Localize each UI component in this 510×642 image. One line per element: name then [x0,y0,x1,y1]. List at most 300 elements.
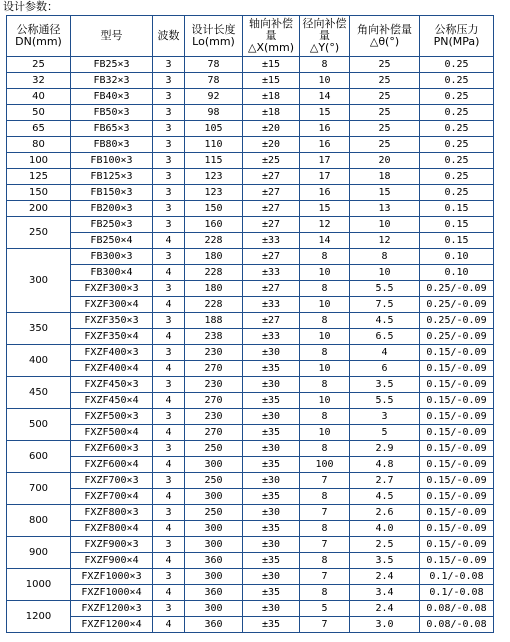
cell-pressure: 0.08/-0.08 [420,601,494,617]
cell-radial: 8 [300,281,350,297]
cell-pressure: 0.25/-0.09 [420,329,494,345]
cell-dn: 65 [7,121,71,137]
cell-angular: 2.6 [350,505,420,521]
table-row [7,345,494,361]
header-angular-line1: 角向补偿量 [357,23,412,36]
header-row [7,16,494,57]
cell-model: FXZF350×4 [71,329,153,345]
cell-model: FXZF1000×4 [71,585,153,601]
cell-waves: 4 [153,329,185,345]
cell-dn: 80 [7,137,71,153]
table-row [7,105,494,121]
cell-angular: 13 [350,201,420,217]
table-row [7,153,494,169]
cell-length: 270 [185,361,243,377]
cell-model: FXZF400×4 [71,361,153,377]
header-angular [350,16,420,57]
cell-dn: 1000 [7,569,71,601]
cell-length: 230 [185,377,243,393]
cell-angular: 6.5 [350,329,420,345]
table-row [7,409,494,425]
table-row [7,617,494,633]
cell-radial: 15 [300,201,350,217]
cell-angular: 3.0 [350,617,420,633]
header-length [185,16,243,57]
cell-axial: ±30 [243,601,300,617]
cell-pressure: 0.10 [420,265,494,281]
header-radial-line3: △Y(°) [309,41,340,54]
table-row [7,281,494,297]
header-pressure [420,16,494,57]
cell-axial: ±30 [243,569,300,585]
table-row [7,297,494,313]
cell-model: FB50×3 [71,105,153,121]
cell-radial: 8 [300,377,350,393]
cell-waves: 3 [153,73,185,89]
table-row [7,185,494,201]
cell-length: 123 [185,169,243,185]
table-row [7,553,494,569]
cell-pressure: 0.15/-0.09 [420,553,494,569]
cell-waves: 4 [153,457,185,473]
cell-waves: 3 [153,217,185,233]
cell-dn: 1200 [7,601,71,633]
cell-length: 228 [185,297,243,313]
cell-waves: 3 [153,105,185,121]
cell-model: FXZF300×4 [71,297,153,313]
cell-dn: 100 [7,153,71,169]
cell-length: 230 [185,345,243,361]
cell-pressure: 0.25/-0.09 [420,297,494,313]
design-parameters-table [6,15,494,633]
header-angular-line2: △θ(°) [369,35,400,48]
cell-axial: ±27 [243,281,300,297]
cell-pressure: 0.15/-0.09 [420,537,494,553]
design-parameters-caption: 设计参数： [3,0,58,13]
cell-dn: 200 [7,201,71,217]
table-row [7,569,494,585]
cell-pressure: 0.25 [420,153,494,169]
cell-length: 98 [185,105,243,121]
cell-pressure: 0.15/-0.09 [420,345,494,361]
cell-model: FXZF700×4 [71,489,153,505]
cell-model: FB40×3 [71,89,153,105]
cell-radial: 8 [300,489,350,505]
cell-dn: 25 [7,57,71,73]
cell-radial: 8 [300,441,350,457]
cell-axial: ±30 [243,505,300,521]
cell-model: FB25×3 [71,57,153,73]
cell-dn: 500 [7,409,71,441]
cell-length: 92 [185,89,243,105]
header-axial [243,16,300,57]
cell-pressure: 0.08/-0.08 [420,617,494,633]
cell-axial: ±15 [243,73,300,89]
cell-dn: 700 [7,473,71,505]
cell-waves: 4 [153,297,185,313]
cell-radial: 10 [300,265,350,281]
cell-angular: 4.5 [350,313,420,329]
cell-axial: ±35 [243,457,300,473]
cell-pressure: 0.1/-0.08 [420,569,494,585]
table-header [7,16,494,57]
cell-model: FXZF600×3 [71,441,153,457]
cell-model: FB300×4 [71,265,153,281]
cell-angular: 5.5 [350,393,420,409]
cell-axial: ±27 [243,249,300,265]
cell-pressure: 0.15/-0.09 [420,521,494,537]
cell-waves: 4 [153,617,185,633]
table-row [7,329,494,345]
cell-model: FB150×3 [71,185,153,201]
cell-length: 300 [185,537,243,553]
cell-angular: 2.5 [350,537,420,553]
cell-waves: 4 [153,489,185,505]
cell-pressure: 0.15/-0.09 [420,409,494,425]
cell-radial: 10 [300,73,350,89]
cell-waves: 3 [153,185,185,201]
cell-radial: 10 [300,425,350,441]
header-dn-line1: 公称通径 [16,23,61,36]
cell-length: 188 [185,313,243,329]
header-axial-line2: 量△X(mm) [247,29,294,54]
cell-pressure: 0.15/-0.09 [420,489,494,505]
cell-radial: 8 [300,409,350,425]
table-row [7,601,494,617]
cell-axial: ±18 [243,105,300,121]
cell-radial: 8 [300,57,350,73]
cell-model: FXZF450×4 [71,393,153,409]
cell-angular: 10 [350,217,420,233]
cell-waves: 4 [153,521,185,537]
cell-axial: ±30 [243,409,300,425]
cell-axial: ±30 [243,377,300,393]
table-row [7,521,494,537]
cell-length: 250 [185,505,243,521]
cell-radial: 14 [300,233,350,249]
cell-model: FXZF700×3 [71,473,153,489]
cell-pressure: 0.15 [420,217,494,233]
cell-angular: 25 [350,137,420,153]
cell-axial: ±35 [243,361,300,377]
cell-pressure: 0.25 [420,89,494,105]
cell-angular: 7.5 [350,297,420,313]
cell-axial: ±35 [243,553,300,569]
cell-pressure: 0.15/-0.09 [420,441,494,457]
cell-waves: 3 [153,121,185,137]
cell-length: 180 [185,281,243,297]
cell-model: FXZF500×3 [71,409,153,425]
cell-dn: 600 [7,441,71,473]
cell-dn: 400 [7,345,71,377]
table-row [7,393,494,409]
cell-axial: ±30 [243,537,300,553]
cell-model: FB125×3 [71,169,153,185]
cell-model: FXZF300×3 [71,281,153,297]
cell-dn: 450 [7,377,71,409]
cell-angular: 12 [350,233,420,249]
cell-dn: 250 [7,217,71,249]
cell-waves: 3 [153,569,185,585]
cell-waves: 3 [153,153,185,169]
cell-pressure: 0.15/-0.09 [420,377,494,393]
cell-model: FB32×3 [71,73,153,89]
cell-axial: ±18 [243,89,300,105]
cell-angular: 20 [350,153,420,169]
cell-length: 105 [185,121,243,137]
cell-angular: 25 [350,57,420,73]
cell-length: 238 [185,329,243,345]
cell-waves: 4 [153,393,185,409]
cell-waves: 4 [153,425,185,441]
cell-radial: 16 [300,185,350,201]
cell-angular: 25 [350,89,420,105]
cell-waves: 3 [153,137,185,153]
cell-axial: ±33 [243,329,300,345]
cell-angular: 4.8 [350,457,420,473]
cell-axial: ±27 [243,201,300,217]
header-waves: 波数 [153,16,185,57]
cell-angular: 25 [350,105,420,121]
cell-pressure: 0.15/-0.09 [420,473,494,489]
cell-length: 300 [185,569,243,585]
cell-axial: ±27 [243,169,300,185]
cell-axial: ±35 [243,617,300,633]
cell-radial: 8 [300,553,350,569]
cell-radial: 7 [300,473,350,489]
cell-axial: ±30 [243,441,300,457]
cell-axial: ±33 [243,297,300,313]
cell-pressure: 0.25 [420,121,494,137]
cell-angular: 4.5 [350,489,420,505]
cell-waves: 3 [153,409,185,425]
cell-radial: 12 [300,217,350,233]
cell-axial: ±20 [243,121,300,137]
cell-model: FB300×3 [71,249,153,265]
table-row [7,137,494,153]
cell-model: FXZF800×4 [71,521,153,537]
header-radial-line2: 量 [319,29,330,42]
header-radial-line1: 径向补偿 [302,17,347,30]
cell-waves: 4 [153,585,185,601]
cell-radial: 10 [300,361,350,377]
cell-length: 230 [185,409,243,425]
cell-radial: 8 [300,313,350,329]
cell-waves: 3 [153,345,185,361]
cell-model: FB80×3 [71,137,153,153]
cell-waves: 4 [153,265,185,281]
cell-radial: 10 [300,297,350,313]
cell-model: FXZF900×4 [71,553,153,569]
cell-model: FXZF1200×4 [71,617,153,633]
cell-radial: 16 [300,137,350,153]
cell-length: 78 [185,73,243,89]
table-row [7,441,494,457]
cell-pressure: 0.25/-0.09 [420,281,494,297]
cell-angular: 25 [350,73,420,89]
cell-angular: 4 [350,345,420,361]
cell-pressure: 0.25/-0.09 [420,313,494,329]
cell-pressure: 0.15/-0.09 [420,505,494,521]
table-row [7,473,494,489]
table-row [7,505,494,521]
cell-length: 250 [185,473,243,489]
table-row [7,313,494,329]
cell-axial: ±27 [243,217,300,233]
cell-axial: ±20 [243,137,300,153]
cell-angular: 3 [350,409,420,425]
cell-dn: 50 [7,105,71,121]
cell-model: FB100×3 [71,153,153,169]
cell-dn: 40 [7,89,71,105]
cell-length: 123 [185,185,243,201]
table-row [7,537,494,553]
table-row [7,489,494,505]
table-row [7,217,494,233]
cell-angular: 5.5 [350,281,420,297]
cell-length: 115 [185,153,243,169]
cell-model: FXZF450×3 [71,377,153,393]
cell-angular: 8 [350,249,420,265]
cell-angular: 15 [350,185,420,201]
cell-length: 360 [185,553,243,569]
cell-dn: 900 [7,537,71,569]
cell-pressure: 0.15/-0.09 [420,393,494,409]
table-row [7,457,494,473]
cell-pressure: 0.25 [420,57,494,73]
cell-angular: 2.4 [350,569,420,585]
cell-model: FXZF400×3 [71,345,153,361]
cell-angular: 25 [350,121,420,137]
cell-pressure: 0.15/-0.09 [420,425,494,441]
cell-length: 78 [185,57,243,73]
cell-length: 180 [185,249,243,265]
cell-angular: 10 [350,265,420,281]
cell-waves: 3 [153,201,185,217]
table-row [7,249,494,265]
cell-length: 270 [185,393,243,409]
cell-radial: 10 [300,393,350,409]
cell-angular: 2.7 [350,473,420,489]
cell-radial: 17 [300,153,350,169]
cell-axial: ±30 [243,345,300,361]
cell-waves: 3 [153,57,185,73]
cell-pressure: 0.1/-0.08 [420,585,494,601]
cell-dn: 800 [7,505,71,537]
cell-axial: ±35 [243,521,300,537]
cell-pressure: 0.25 [420,105,494,121]
cell-model: FB250×4 [71,233,153,249]
cell-axial: ±30 [243,473,300,489]
cell-angular: 6 [350,361,420,377]
cell-angular: 5 [350,425,420,441]
cell-waves: 3 [153,473,185,489]
cell-model: FB65×3 [71,121,153,137]
table-body [7,57,494,633]
header-pressure-line2: PN(MPa) [433,35,480,48]
table-row [7,377,494,393]
cell-axial: ±15 [243,57,300,73]
table-row [7,57,494,73]
cell-radial: 7 [300,569,350,585]
cell-length: 160 [185,217,243,233]
cell-length: 150 [185,201,243,217]
cell-model: FXZF1200×3 [71,601,153,617]
cell-waves: 3 [153,377,185,393]
cell-radial: 14 [300,89,350,105]
cell-dn: 350 [7,313,71,345]
cell-pressure: 0.10 [420,249,494,265]
cell-axial: ±35 [243,425,300,441]
cell-length: 300 [185,601,243,617]
cell-length: 228 [185,233,243,249]
cell-radial: 8 [300,249,350,265]
table-row [7,73,494,89]
header-dn-line2: DN(mm) [15,35,62,48]
cell-waves: 3 [153,505,185,521]
cell-pressure: 0.25 [420,169,494,185]
cell-model: FXZF500×4 [71,425,153,441]
header-pressure-line1: 公称压力 [434,23,479,36]
header-length-line2: Lo(mm) [192,35,235,48]
table-row [7,233,494,249]
cell-radial: 17 [300,169,350,185]
cell-axial: ±35 [243,393,300,409]
table-row [7,425,494,441]
table-row [7,265,494,281]
cell-radial: 100 [300,457,350,473]
cell-pressure: 0.15 [420,233,494,249]
cell-angular: 2.9 [350,441,420,457]
cell-model: FXZF900×3 [71,537,153,553]
cell-waves: 3 [153,281,185,297]
cell-angular: 4.0 [350,521,420,537]
header-length-line1: 设计长度 [191,23,236,36]
table-row [7,89,494,105]
cell-waves: 3 [153,249,185,265]
cell-length: 300 [185,521,243,537]
cell-dn: 150 [7,185,71,201]
cell-waves: 4 [153,361,185,377]
cell-axial: ±35 [243,585,300,601]
header-radial [300,16,350,57]
cell-angular: 2.4 [350,601,420,617]
table-row [7,169,494,185]
cell-axial: ±35 [243,489,300,505]
cell-waves: 3 [153,441,185,457]
cell-dn: 125 [7,169,71,185]
cell-model: FB250×3 [71,217,153,233]
table-row [7,361,494,377]
table-row [7,201,494,217]
cell-pressure: 0.25 [420,137,494,153]
cell-pressure: 0.15/-0.09 [420,457,494,473]
header-dn [7,16,71,57]
cell-length: 360 [185,585,243,601]
cell-dn: 300 [7,249,71,313]
cell-axial: ±27 [243,313,300,329]
cell-model: FXZF350×3 [71,313,153,329]
cell-model: FB200×3 [71,201,153,217]
cell-angular: 18 [350,169,420,185]
cell-waves: 3 [153,169,185,185]
cell-radial: 7 [300,617,350,633]
table-row [7,585,494,601]
cell-pressure: 0.25 [420,73,494,89]
cell-dn: 32 [7,73,71,89]
cell-waves: 4 [153,553,185,569]
cell-waves: 4 [153,233,185,249]
